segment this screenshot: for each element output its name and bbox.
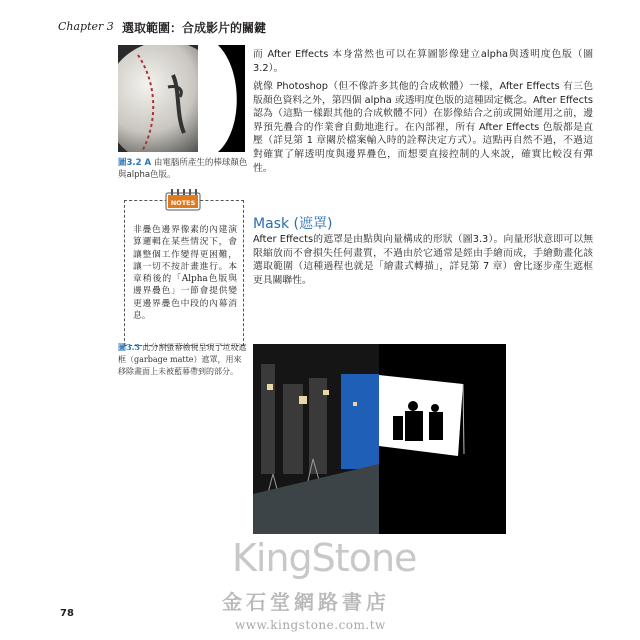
figure-3-2-text: 由電腦所產生的棒球顏色與alpha色版。	[118, 158, 248, 180]
baseball-figure	[118, 45, 245, 152]
figure-3-2-caption	[118, 157, 248, 181]
garbage-matte-figure	[253, 344, 506, 534]
body-paragraph-2: 就像 Photoshop（但不像許多其他的合成軟體）一樣，After Effects 有三色版顏色資料之外，第四個 alpha 或透明度色版的這種固定概念。After Effects 認為（這點一樣跟其他的合成軟體不同）在影像結合之前或開始運用之前，邊界預先疊合的作業會自動地進行。在內部裡，所有 After Effects 色版都是直壓（詳見第 1 章關於檔案輸入時的詮釋決定方式）。這點再自然不過，不過這對確實了解透明度與邊界疊色，而想要直接控制的人來說，確實比較沒有彈性。	[253, 81, 593, 174]
section-heading: Mask (遮罩)	[253, 216, 333, 232]
kingstone-watermark-url: www.kingstone.com.tw	[235, 618, 386, 632]
notes-icon-label: NOTES	[170, 199, 196, 207]
baseball-image	[118, 45, 245, 152]
body-paragraph-1: 而 After Effects 本身當然也可以在算圖影像建立alpha與透明度色版（圖3.2）。	[253, 49, 593, 74]
notes-icon	[165, 189, 201, 211]
figure-3-2-label: 圖3.2 A	[118, 158, 152, 168]
kingstone-watermark: KingStone	[232, 536, 417, 580]
kingstone-watermark-chinese: 金石堂網路書店	[222, 590, 390, 614]
garbage-matte-image	[253, 344, 506, 534]
body-paragraph-3: After Effects的遮罩是由點與向量構成的形狀（圖3.3）。向量形狀意即可以無限縮放而不會損失任何畫質，不過由於它通常是經由手繪而成，手繪動畫化該選取範圍（這種過程也就是「繪畫式轉描」，詳見第 7 章）會比逐步產生遮框更具關聯性。	[253, 234, 593, 286]
figure-3-3-caption	[118, 341, 248, 378]
chapter-title: 選取範圍：合成影片的關鍵	[122, 21, 267, 35]
figure-3-3-label: 圖3.3	[118, 342, 140, 352]
notes-text: 非疊色邊界像素的內建演算邏輯在某些情況下，會讓整個工作變得更困難，讓一切不按計畫進行。本章稍後的「Alpha色版與邊界疊色」一節會提供變更邊界疊色中段的內幕消息。	[133, 225, 237, 322]
page-number: 78	[60, 608, 74, 619]
figure-3-3-text: 此分割螢幕檢視呈現了垃圾遮框（garbage matte）遮罩，用來移除畫面上未被藍幕帶到的部分。	[118, 343, 247, 376]
chapter-label: Chapter 3	[58, 20, 114, 33]
